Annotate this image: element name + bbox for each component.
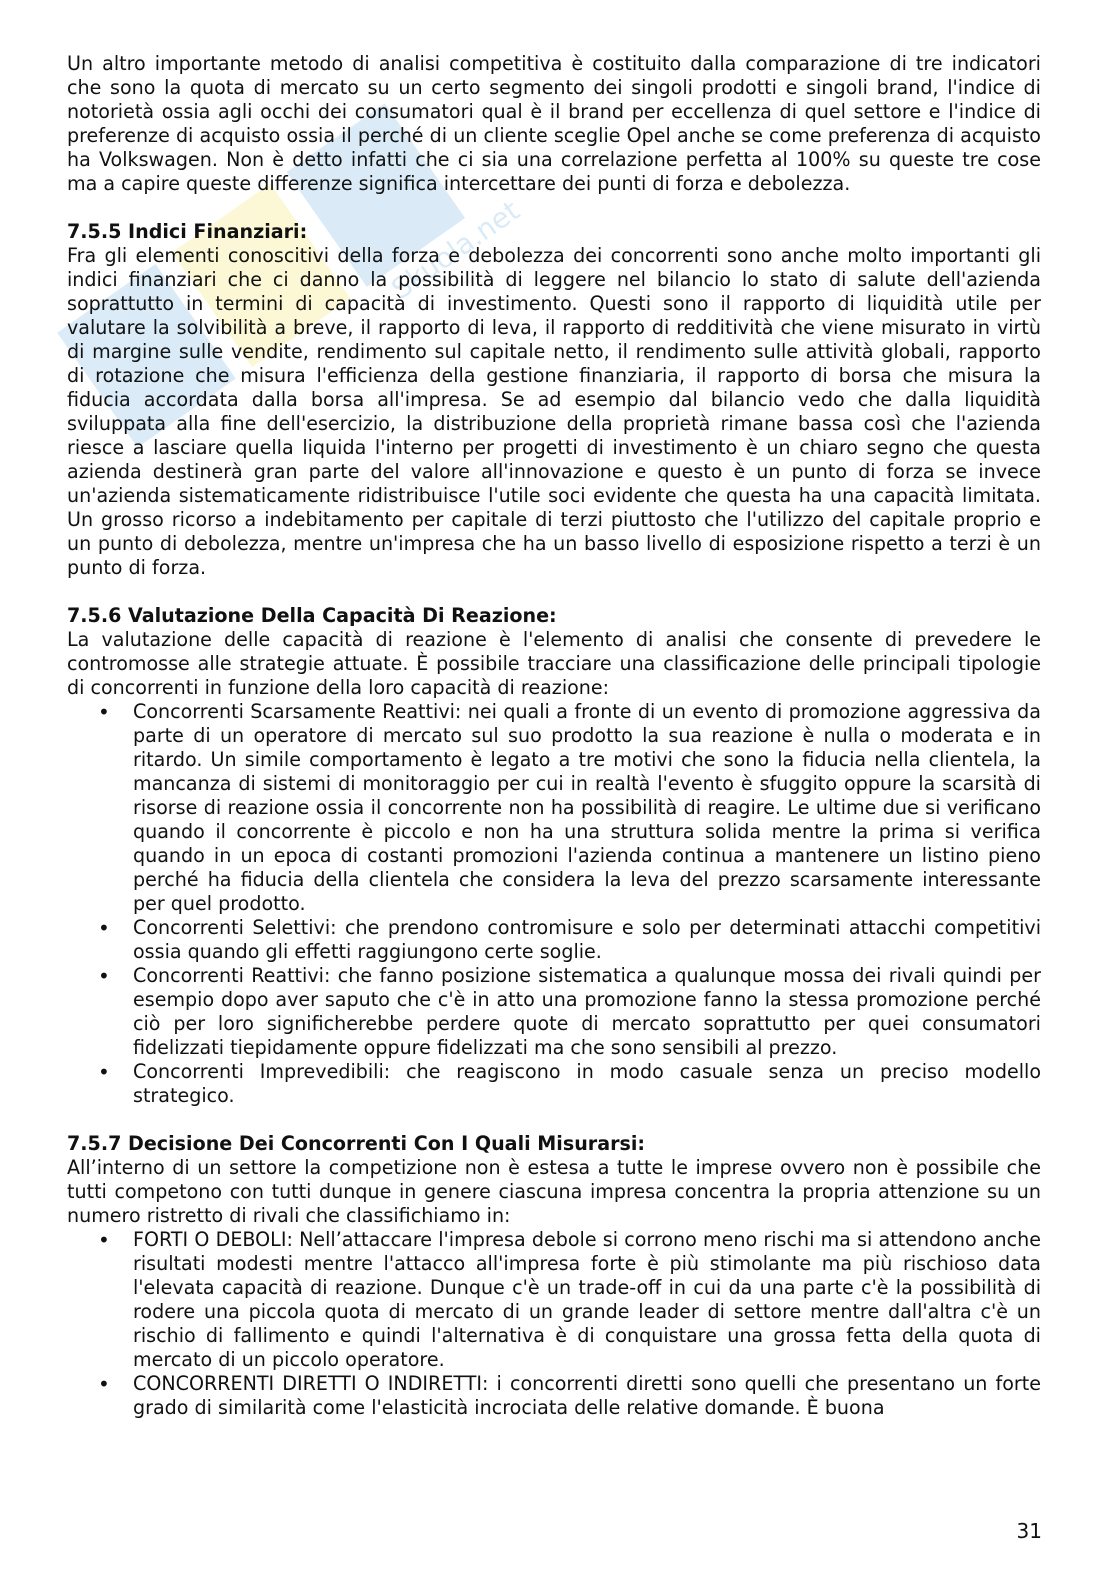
watermark-text: Skuola.net [385,193,526,306]
section-paragraph: All’interno di un settore la competizione non è estesa a tutte le imprese ovvero non è possibile che tutti competono con tutti dunque in genere ciascuna impresa concentra la propria attenzione su un numero ristretto di rivali che classifichiamo in: [67,1156,1041,1227]
bullet-item: • Concorrenti Imprevedibili: che reagiscono in modo casuale senza un preciso modello strategico. [133,1060,1041,1108]
bullet-item: • Concorrenti Reattivi: che fanno posizione sistematica a qualunque mossa dei rivali quindi per esempio dopo aver saputo che c'è in atto una promozione fanno la stessa promozione perché ciò per loro significherebbe perdere quote di mercato soprattutto per quei consumatori fidelizzati tiepidamente oppure fidelizzati ma che sono sensibili al prezzo. [133,964,1041,1060]
section-indici-finanziari [67,220,1041,580]
bullet-item: • Concorrenti Selettivi: che prendono contromisure e solo per determinati attacchi competitivi ossia quando gli effetti raggiungono certe soglie. [133,916,1041,964]
section-capacita-reazione [67,604,1041,1108]
bullet-item: • FORTI O DEBOLI: Nell’attaccare l'impresa debole si corrono meno rischi ma si attendono anche risultati modesti mentre l'attacco all'impresa forte è più stimolante ma più rischioso data l'elevata capacità di reazione. Dunque c'è un trade-off in cui da una parte c'è la possibilità di rodere una piccola quota di mercato di un grande leader di settore mentre dall'altra c'è un rischio di fallimento e quindi l'alternativa è di conquistare una grossa fetta della quota di mercato di un piccolo operatore. [133,1228,1041,1372]
section-paragraph: La valutazione delle capacità di reazione è l'elemento di analisi che consente di prevedere le contromosse alle strategie attuate. È possibile tracciare una classificazione delle principali tipologie di concorrenti in funzione della loro capacità di reazione: [67,628,1041,699]
document-page [67,52,1041,1420]
bullet-item: • Concorrenti Scarsamente Reattivi: nei quali a fronte di un evento di promozione aggressiva da parte di un operatore di mercato sul suo prodotto la sua reazione è nulla o moderata e in ritardo. Un simile comportamento è legato a tre motivi che sono la fiducia nella clientela, la mancanza di sistemi di monitoraggio per cui in realtà l'evento è sfuggito oppure la scarsità di risorse di reazione ossia il concorrente non ha possibilità di reagire. Le ultime due si verificano quando il concorrente è piccolo e non ha una struttura solida mentre la prima si verifica quando in un epoca di costanti promozioni l'azienda continua a mantenere un listino pieno perché ha fiducia della clientela che considera la leva del prezzo scarsamente interessante per quel prodotto. [133,700,1041,916]
page-number: 31 [1016,1519,1042,1543]
section-decisione-concorrenti [67,1132,1041,1420]
section-heading: 7.5.6 Valutazione Della Capacità Di Reazione: [67,604,557,627]
section-heading: 7.5.5 Indici Finanziari: [67,220,308,243]
intro-paragraph: Un altro importante metodo di analisi competitiva è costituito dalla comparazione di tre indicatori che sono la quota di mercato su un certo segmento dei singoli prodotti e singoli brand, l'indice di notorietà ossia agli occhi dei consumatori qual è il brand per eccellenza di quel settore e l'indice di preferenze di acquisto ossia il perché di un cliente sceglie Opel anche se come preferenza di acquisto ha Volkswagen. Non è detto infatti che ci sia una correlazione perfetta al 100% su queste tre cose ma a capire queste differenze significa intercettare dei punti di forza e debolezza. [67,52,1041,195]
bullet-item: • CONCORRENTI DIRETTI O INDIRETTI: i concorrenti diretti sono quelli che presentano un forte grado di similarità come l'elasticità incrociata delle relative domande. È buona [133,1372,1041,1420]
bullet-list [67,700,1041,1108]
bullet-list [67,1228,1041,1420]
section-heading: 7.5.7 Decisione Dei Concorrenti Con I Quali Misurarsi: [67,1132,646,1155]
section-paragraph: Fra gli elementi conoscitivi della forza e debolezza dei concorrenti sono anche molto importanti gli indici finanziari che ci danno la possibilità di leggere nel bilancio lo stato di salute dell'azienda soprattutto in termini di capacità di investimento. Questi sono il rapporto di liquidità utile per valutare la solvibilità a breve, il rapporto di leva, il rapporto di redditività che viene misurato in virtù di margine sulle vendite, rendimento sul capitale netto, il rendimento sulle attività globali, rapporto di rotazione che misura l'efficienza della gestione finanziaria, il rapporto di borsa che misura la fiducia accordata dalla borsa all'impresa. Se ad esempio dal bilancio vedo che dalla liquidità sviluppata alla fine dell'esercizio, la distribuzione della proprietà rimane bassa così che l'azienda riesce a lasciare quella liquida l'interno per progetti di investimento è un chiaro segno che questa azienda destinerà gran parte del valore all'innovazione e questo è un punto di forza se invece un'azienda sistematicamente ridistribuisce l'utile soci evidente che questa ha una capacità limitata. Un grosso ricorso a indebitamento per capitale di terzi piuttosto che l'utilizzo del capitale proprio e un punto di debolezza, mentre un'impresa che ha un basso livello di esposizione rispetto a terzi è un punto di forza. [67,244,1041,579]
